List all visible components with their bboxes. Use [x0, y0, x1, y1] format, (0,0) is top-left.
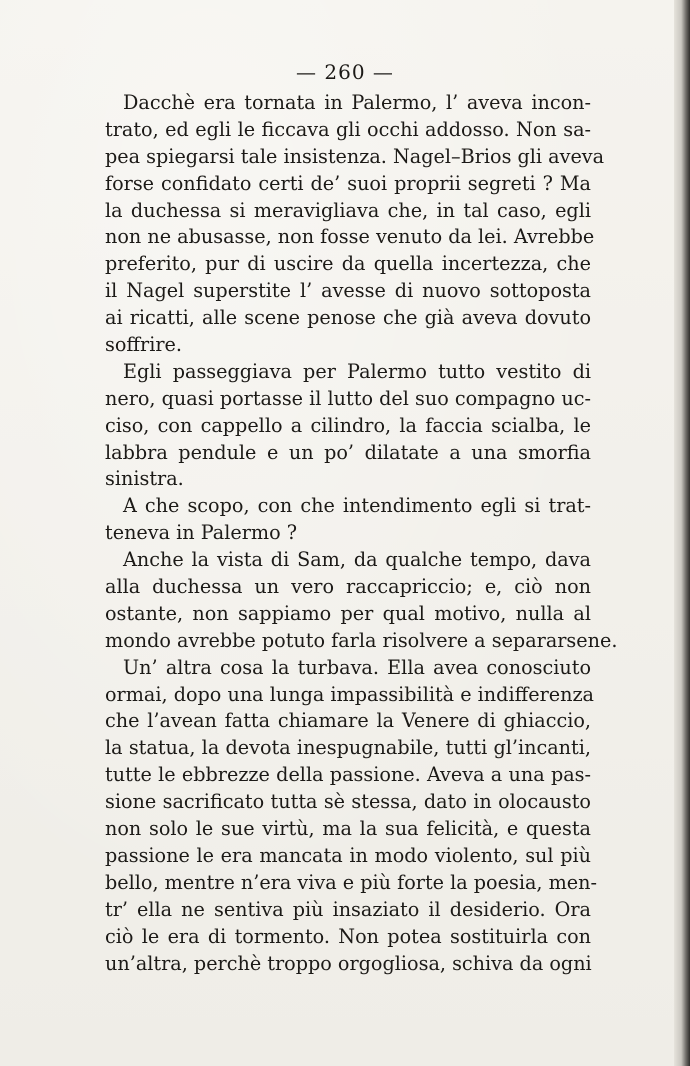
text-line: tr’ ella ne sentiva più insaziato il desiderio. Ora	[105, 897, 591, 921]
text-line: ciso, con cappello a cilindro, la faccia scialba, le	[105, 413, 591, 437]
text-line: Anche la vista di Sam, da qualche tempo, dava	[123, 548, 591, 572]
text-line: Egli passeggiava per Palermo tutto vestito di	[123, 359, 591, 383]
text-line: sione sacrificato tutta sè stessa, dato in olocausto	[105, 790, 591, 814]
text-line: Dacchè era tornata in Palermo, l’ aveva incon-	[123, 91, 591, 114]
paragraph	[105, 493, 591, 547]
text-line: ai ricatti, alle scene penose che già aveva dovuto	[105, 306, 591, 330]
text-line: non ne abusasse, non fosse venuto da lei. Avrebbe	[105, 225, 595, 249]
text-line: trato, ed egli le ficcava gli occhi addosso. Non sa-	[105, 117, 591, 141]
text-line: ciò le era di tormento. Non potea sostituirla con	[105, 924, 591, 948]
text-line: sinistra.	[105, 467, 184, 491]
paragraph	[105, 359, 591, 493]
text-line: alla duchessa un vero raccapriccio; e, ciò non	[105, 575, 591, 599]
text-line: nero, quasi portasse il lutto del suo compagno uc-	[105, 386, 591, 410]
text-line: la statua, la devota inespugnabile, tutti gl’incanti,	[105, 736, 591, 760]
page-edge-shadow	[674, 0, 690, 1066]
text-line: labbra pendule e un po’ dilatate a una smorfia	[105, 440, 591, 464]
text-line: la duchessa si meravigliava che, in tal caso, egli	[105, 198, 591, 222]
text-line: pea spiegarsi tale insistenza. Nagel–Brios gli aveva	[105, 144, 605, 168]
text-line: Un’ altra cosa la turbava. Ella avea conosciuto	[123, 655, 591, 679]
text-line: teneva in Palermo ?	[105, 521, 298, 545]
text-line: mondo avrebbe potuto farla risolvere a separarsene.	[105, 628, 618, 652]
page-number: — 260 —	[296, 60, 394, 84]
text-line: forse confidato certi de’ suoi proprii segreti ? Ma	[105, 171, 591, 195]
text-line: tutte le ebbrezze della passione. Aveva a una pas-	[105, 763, 591, 787]
text-line: soffrire.	[105, 333, 182, 357]
paragraph	[105, 547, 618, 655]
body-text	[105, 90, 618, 977]
text-line: ostante, non sappiamo per qual motivo, nulla al	[105, 601, 591, 625]
text-line: un’altra, perchè troppo orgogliosa, schiva da ogni	[105, 951, 592, 975]
text-line: A che scopo, con che intendimento egli si trat-	[123, 494, 591, 518]
text-line: preferito, pur di uscire da quella incertezza, che	[105, 252, 591, 276]
text-line: bello, mentre n’era viva e più forte la poesia, men-	[105, 870, 597, 894]
paragraph	[105, 655, 597, 978]
text-line: non solo le sue virtù, ma la sua felicità, e questa	[105, 817, 591, 841]
text-line: che l’avean fatta chiamare la Venere di ghiaccio,	[105, 709, 591, 733]
text-line: il Nagel superstite l’ avesse di nuovo sottoposta	[105, 279, 591, 303]
text-line: ormai, dopo una lunga impassibilità e indifferenza	[105, 682, 595, 706]
text-line: passione le era mancata in modo violento, sul più	[105, 843, 591, 867]
paragraph	[105, 90, 605, 359]
